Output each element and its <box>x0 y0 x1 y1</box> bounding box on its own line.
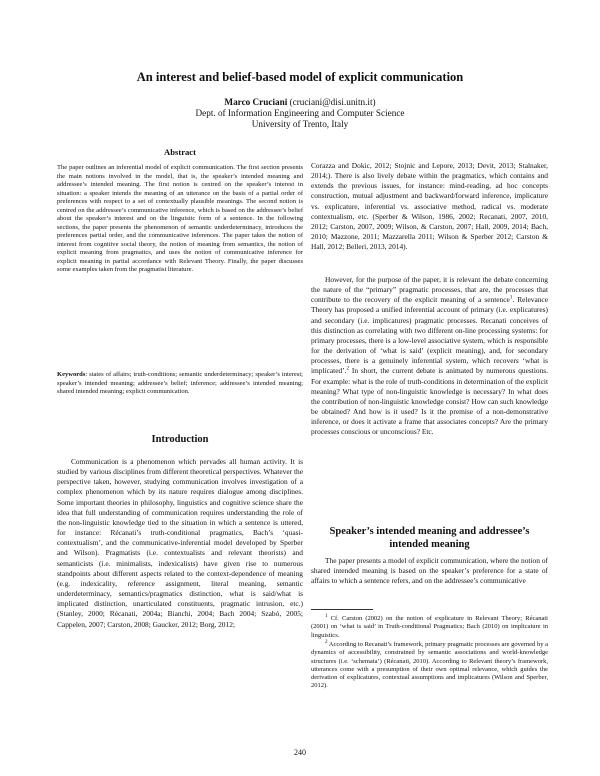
footnote-2-text: According to Recanati’s framework, primary pragmatic processes are governed by a dynamics of accessibility, constrained by semantic associations and world-knowledge structures (i.e. ‘schemata’) (Récanati, 2010). According to Relevant theory’s framework, utterances come with a presumption of their own optimal relevance, which guides the derivation of explicatures, contextual assumptions and implicatures (Wilson and Sperber, 2012). <box>311 641 548 690</box>
abstract-text: The paper outlines an inferential model of explicit communication. The first section presents the main notions involved in the model, that is, the speaker’s intended meaning and addressee’s intended meaning. The first notion is centred on the speaker’s interest in situation: a speaker intends the meaning of an utterance on the basis of a partial order of preferences with respect to a set of contextually plausible meanings. The second notion is centred on the addressee’s communicative inference, which is based on the addressee’s belief about the speaker’s interest and on the linguistic form of a sentence. In the following sections, the paper presents the phenomenon of semantic underdeterminacy, introduces the preferences partial order, and the communicative inferences. The paper takes the notion of interest from cognitive social theory, the notion of meaning from semantics, the notion of explicit meaning from pragmatics, and uses the notion of communicative inference for explicit meaning in partial accordance with Relevant Theory. Finally, the paper discusses some examples taken from the pragmatist literature. <box>57 164 303 273</box>
footnote-1-number: 1 <box>325 613 328 619</box>
debate-text-c: In short, the current debate is animated by numerous questions. For example: what is the role of truth-conditions in determination of the explicit meaning? What type of non-linguistic knowledge is necessary? In what does the contribution of non-linguistic knowledge consist? How can such knowledge be obtained? And how is it used? Is it the premise of a non-demonstrative inference, or does it activate a frame that associates concepts? Are the primary processes conscious or unconscious? Etc. <box>311 366 548 437</box>
page-number: 240 <box>294 748 306 757</box>
keywords <box>57 371 303 397</box>
footnote-2 <box>311 641 548 691</box>
footnote-divider <box>311 609 373 610</box>
footnote-2-number: 2 <box>325 639 328 645</box>
footnote-1-text: Cf. Carston (2002) on the notion of explicature in Relevant Theory; Récanati (2001) on ‘what is said’ in Truth-conditional Pragmatics; Bach (2010) on implicature in linguistics. <box>311 615 548 639</box>
footnote-ref-2: 2 <box>346 366 350 372</box>
author-block <box>60 97 540 130</box>
section-heading: Speaker’s intended meaning and addressee’s intended meaning <box>329 526 530 550</box>
right-paragraph-continuation: Corazza and Dokic, 2012; Stojnic and Lepore, 2013; Devit, 2013; Stalnaker, 2014;). There is also lively debate within the pragmatics, which contains and extends the previous issues, for instance: mind-reading, ad hoc concepts construction, mutual adjustment and backward/forward inference, implicature vs. explicature, inferential vs. associative method, radical vs. moderate contextualism, etc. (Sperber & Wilson, 1986, 2002; Recanati, 2007, 2010, 2012; Carston, 2007, 2009; Wilson, & Carston, 2007; Hall, 2009, 2014; Bach, 2010; Mazzone, 2011; Mazzarella 2011; Wilson & Sperber 2012; Carston & Hall, 2012; Belleri, 2013, 2014). <box>311 161 548 252</box>
debate-text-a: However, for the purpose of the paper, it is relevant the debate concerning the nature of the “primary” pragmatic processes, that are, the processes that contribute to the recovery of the explicit meaning of a sentence <box>311 275 548 305</box>
author-email: (cruciani@disi.unitn.it) <box>289 97 376 107</box>
introduction-paragraph: Communication is a phenomenon which pervades all human activity. It is studied by various disciplines from different theoretical perspectives. Whatever the perspective taken, however, studying communication involves investigation of a complex phenomenon which by its nature requires dialogue among disciplines. Some important theories in philosophy, linguistics and cognitive science share the idea that full understanding of communication requires understanding the role of the non-linguistic knowledge tied to the situation in which a sentence is uttered, for instance: Récanati’s truth-conditional pragmatics, Bach’s ‘quasi-contextualism’, and the communicative-inferential model developed by Sperber and Wilson). Pragmatists (i.e. contextualists and relevant theorists) and semanticists (i.e. minimalists, indexicalists) have given rise to numerous standpoints about different aspects related to the context-dependence of meaning (e.g. indexicality, reference assignment, literal meaning, semantic underdeterminacy, semantics/pragmatics distinction, what is said/what is implicated distinction, unarticulated constituents, pragmatic intrusion, etc.) (Stanley, 2000; Récanati, 2004a; Bianchi, 2004; Bach 2004; Szabó, 2005; Cappelen, 2007; Carston, 2008; Gaucker, 2012; Borg, 2012; <box>57 457 303 629</box>
abstract-heading: Abstract <box>164 147 196 157</box>
affiliation-department: Dept. of Information Engineering and Computer Science <box>195 108 405 118</box>
footnote-1 <box>311 615 548 640</box>
footnote-ref-1: 1 <box>509 295 513 301</box>
introduction-heading: Introduction <box>151 434 209 445</box>
keywords-text: : states of affairs; truth-conditions; semantic underdeterminacy; speaker’s interest; speaker’s intended meaning; addressee’s belief; inference; addressee’s intended meaning; shared intended meaning; explicit communication. <box>57 371 303 395</box>
paper-title: An interest and belief-based model of explicit communication <box>136 70 464 84</box>
keywords-label: Keywords <box>57 371 86 378</box>
author-name: Marco Cruciani <box>224 97 288 107</box>
right-paragraph-debate <box>311 275 548 438</box>
debate-text-b: . Relevance Theory has proposed a unified inferential account of primary (i.e. explicatures) and secondary (i.e. implicatures) pragmatic processes. Recanati conceives of this distinction as correlating with two different on-line processing systems: for primary processes, there is a low-level associative system, which is responsible for the derivation of ‘what is said’ (explicit meaning), and, for secondary processes, there is a genuinely inferential system, which recovers ‘what is implicated’. <box>311 295 548 376</box>
author-line <box>60 97 540 108</box>
affiliation-university: University of Trento, Italy <box>251 119 349 129</box>
section-paragraph: The paper presents a model of explicit communication, where the notion of shared intended meaning is based on the speaker’s preference for a state of affairs to which a sentence refers, and on the addressee’s communicative <box>311 556 548 586</box>
